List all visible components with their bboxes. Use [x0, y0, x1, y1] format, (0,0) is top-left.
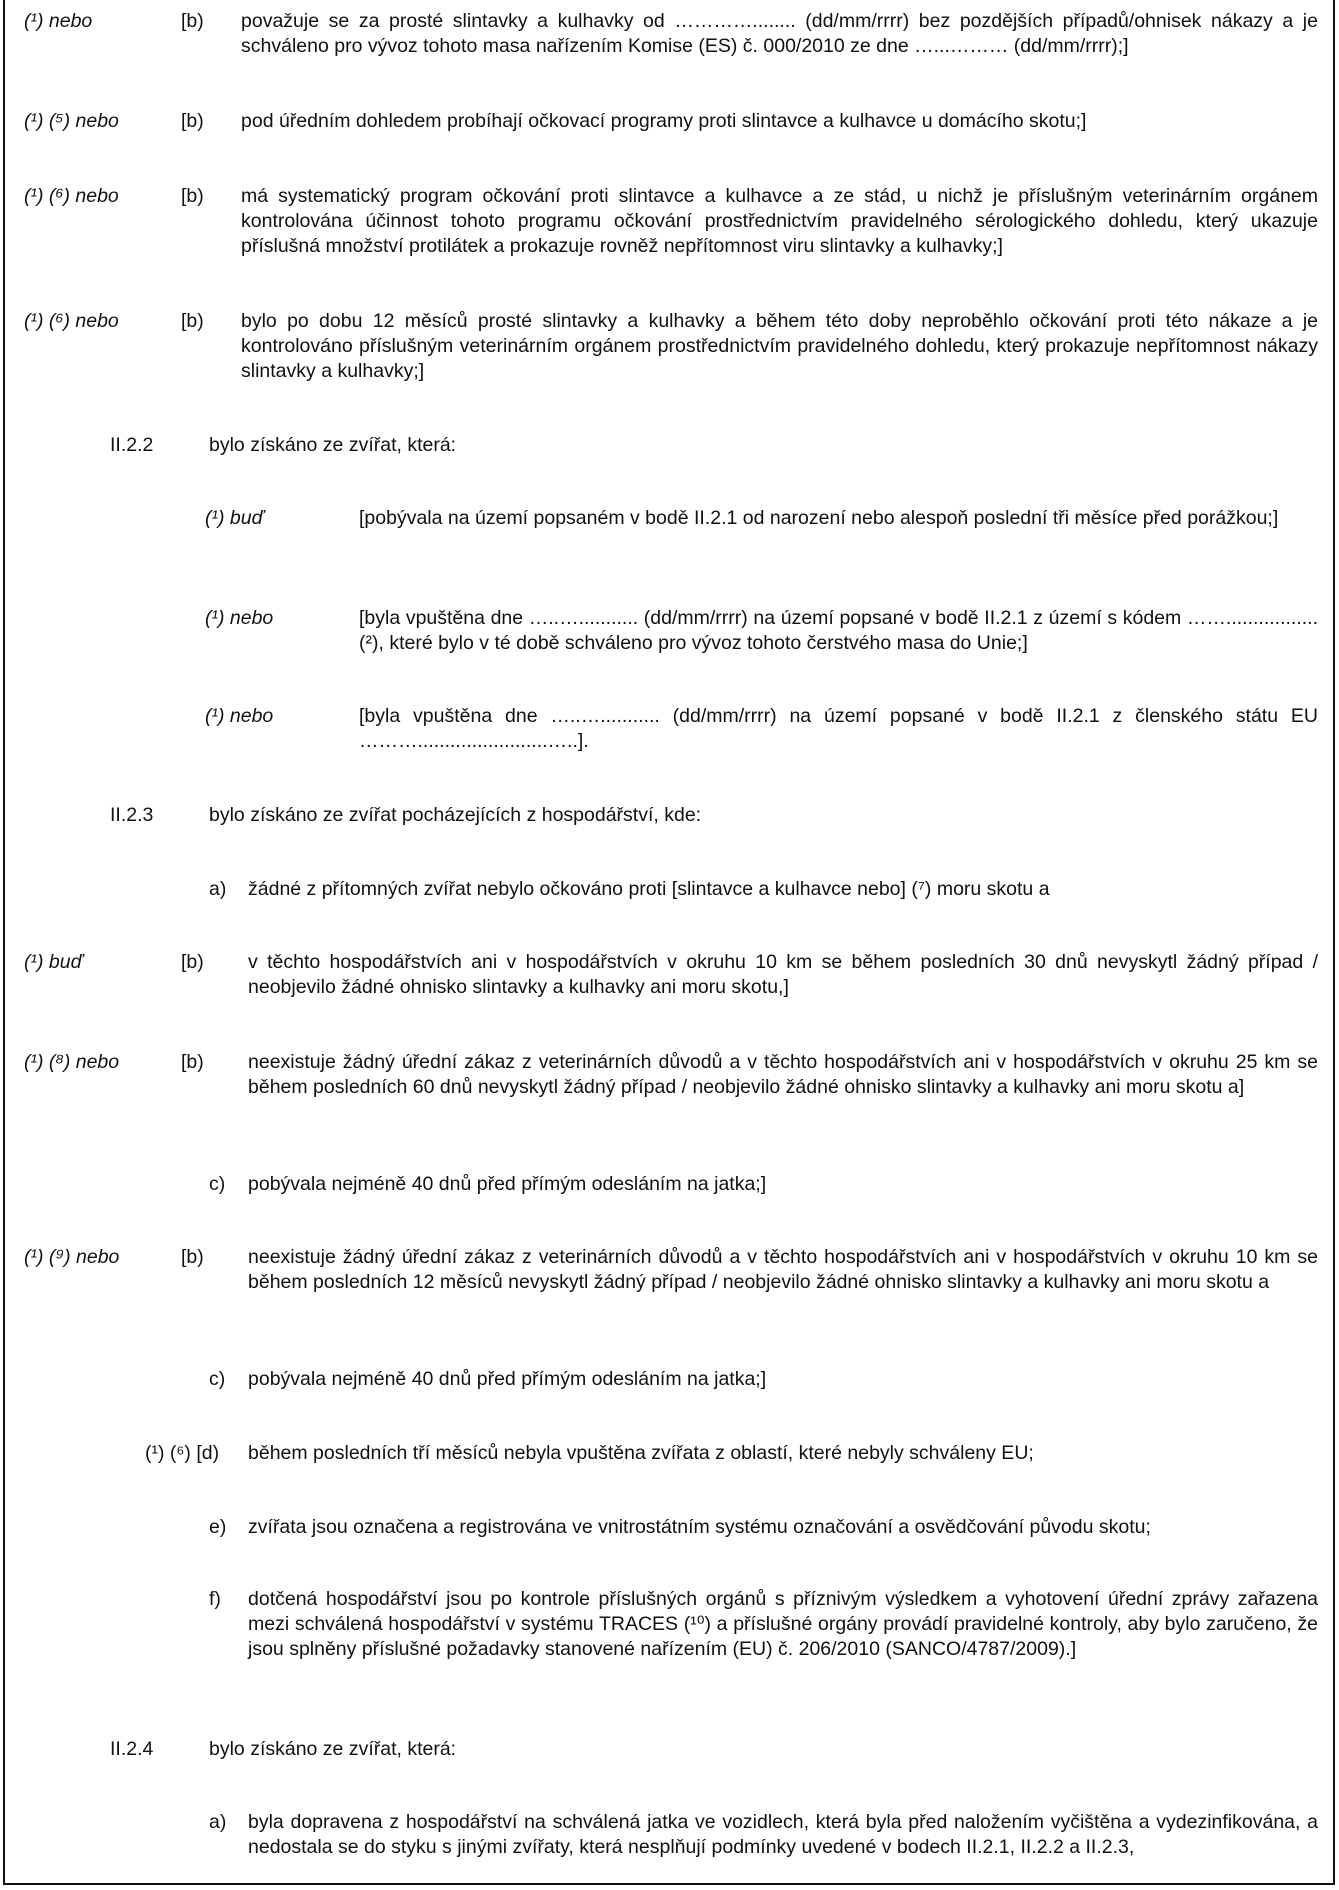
paragraph: [byla vpuštěna dne …..…........... (dd/mm/rrrr) na území popsané v bodě II.2.1 z území s kódem ……................. (²), které bylo v té době schváleno pro vývoz tohoto čerstvého masa do Unie;]	[359, 607, 1318, 654]
paragraph: během posledních tří měsíců nebyla vpuštěna zvířata z oblastí, které nebyly schváleny EU;	[248, 1442, 1034, 1464]
paragraph: považuje se za prosté slintavky a kulhavky od …………........ (dd/mm/rrrr) bez pozdějších případů/ohnisek nákazy a je schváleno pro vývoz tohoto masa nařízením Komise (ES) č. 000/2010 ze dne …...……… (dd/mm/rrrr);]	[241, 10, 1318, 57]
footnote-marker: (¹) nebo	[205, 705, 274, 727]
item-label: [b)	[181, 951, 204, 973]
footnote-marker: (¹) (⁶) [d)	[145, 1442, 220, 1464]
section-number: II.2.2	[110, 434, 154, 456]
item-label: [b)	[181, 1051, 204, 1073]
item-label: [b)	[181, 110, 204, 132]
paragraph: v těchto hospodářstvích ani v hospodářstvích v okruhu 10 km se během posledních 30 dnů nevyskytl žádný případ / neobjevilo žádné ohnisko slintavky a kulhavky ani moru skotu,]	[248, 951, 1318, 998]
item-label: e)	[209, 1516, 227, 1538]
footnote-marker: (¹) (⁵) nebo	[24, 110, 119, 132]
paragraph: pobývala nejméně 40 dnů před přímým odesláním na jatka;]	[248, 1368, 767, 1390]
item-label: [b)	[181, 10, 204, 32]
paragraph: bylo po dobu 12 měsíců prosté slintavky a kulhavky a během této doby neproběhlo očkování proti této nákaze a je kontrolováno příslušným veterinárním orgánem prostřednictvím pravidelného dohledu, který prokazuje nepřítomnost nákazy slintavky a kulhavky;]	[241, 310, 1318, 382]
paragraph: pobývala nejméně 40 dnů před přímým odesláním na jatka;]	[248, 1173, 767, 1195]
paragraph: má systematický program očkování proti slintavce a kulhavce a ze stád, u nichž je příslušným veterinárním orgánem kontrolována účinnost tohoto programu očkování prostřednictvím pravidelného sérologického dohledu, který ukazuje příslušná množství protilátek a prokazuje rovněž nepřítomnost viru slintavky a kulhavky;]	[241, 185, 1318, 257]
footnote-marker: (¹) buď	[24, 951, 83, 973]
footnote-marker: (¹) nebo	[205, 607, 274, 629]
section-heading: bylo získáno ze zvířat, která:	[209, 434, 457, 456]
item-label: [b)	[181, 185, 204, 207]
section-heading: bylo získáno ze zvířat, která:	[209, 1738, 457, 1760]
section-heading: bylo získáno ze zvířat pocházejících z hospodářství, kde:	[209, 804, 702, 826]
item-label: c)	[209, 1368, 226, 1390]
paragraph: [byla vpuštěna dne …..…........... (dd/mm/rrrr) na území popsané v bodě II.2.1 z členského státu EU ………........................…..].	[359, 705, 1318, 752]
paragraph: byla dopravena z hospodářství na schválená jatka ve vozidlech, která byla před naložením vyčištěna a vydezinfikována, a nedostala se do styku s jinými zvířaty, která nesplňují podmínky uvedené v bodech II.2.1, II.2.2 a II.2.3,	[248, 1811, 1318, 1858]
paragraph: [pobývala na území popsaném v bodě II.2.1 od narození nebo alespoň poslední tři měsíce před porážkou;]	[359, 507, 1279, 529]
paragraph: neexistuje žádný úřední zákaz z veterinárních důvodů a v těchto hospodářstvích ani v hospodářstvích v okruhu 10 km se během posledních 12 měsíců nevyskytl žádný případ / neobjevilo žádné ohnisko slintavky a kulhavky ani moru skotu a	[248, 1246, 1318, 1293]
item-label: [b)	[181, 310, 204, 332]
paragraph: zvířata jsou označena a registrována ve vnitrostátním systému označování a osvědčování původu skotu;	[248, 1516, 1151, 1538]
footnote-marker: (¹) (⁶) nebo	[24, 310, 119, 332]
item-label: a)	[209, 1811, 227, 1833]
item-label: a)	[209, 878, 227, 900]
item-label: c)	[209, 1173, 226, 1195]
paragraph: pod úředním dohledem probíhají očkovací programy proti slintavce a kulhavce u domácího skotu;]	[241, 110, 1087, 132]
footnote-marker: (¹) nebo	[24, 10, 93, 32]
paragraph: žádné z přítomných zvířat nebylo očkováno proti [slintavce a kulhavce nebo] (⁷) moru skotu a	[248, 878, 1050, 900]
item-label: f)	[209, 1588, 221, 1610]
section-number: II.2.3	[110, 804, 154, 826]
footnote-marker: (¹) (⁶) nebo	[24, 185, 119, 207]
footnote-marker: (¹) (⁹) nebo	[24, 1246, 120, 1268]
paragraph: dotčená hospodářství jsou po kontrole příslušných orgánů s příznivým výsledkem a vyhotovení úřední zprávy zařazena mezi schválená hospodářství v systému TRACES (¹⁰) a příslušné orgány provádí pravidelné kontroly, aby bylo zaručeno, že jsou splněny příslušné požadavky stanovené nařízením (EU) č. 206/2010 (SANCO/4787/2009).]	[248, 1588, 1318, 1660]
section-number: II.2.4	[110, 1738, 154, 1760]
item-label: [b)	[181, 1246, 204, 1268]
paragraph: neexistuje žádný úřední zákaz z veterinárních důvodů a v těchto hospodářstvích ani v hospodářstvích v okruhu 25 km se během posledních 60 dnů nevyskytl žádný případ / neobjevilo žádné ohnisko slintavky a kulhavky ani moru skotu a]	[248, 1051, 1318, 1098]
footnote-marker: (¹) buď	[205, 507, 264, 529]
footnote-marker: (¹) (⁸) nebo	[24, 1051, 120, 1073]
